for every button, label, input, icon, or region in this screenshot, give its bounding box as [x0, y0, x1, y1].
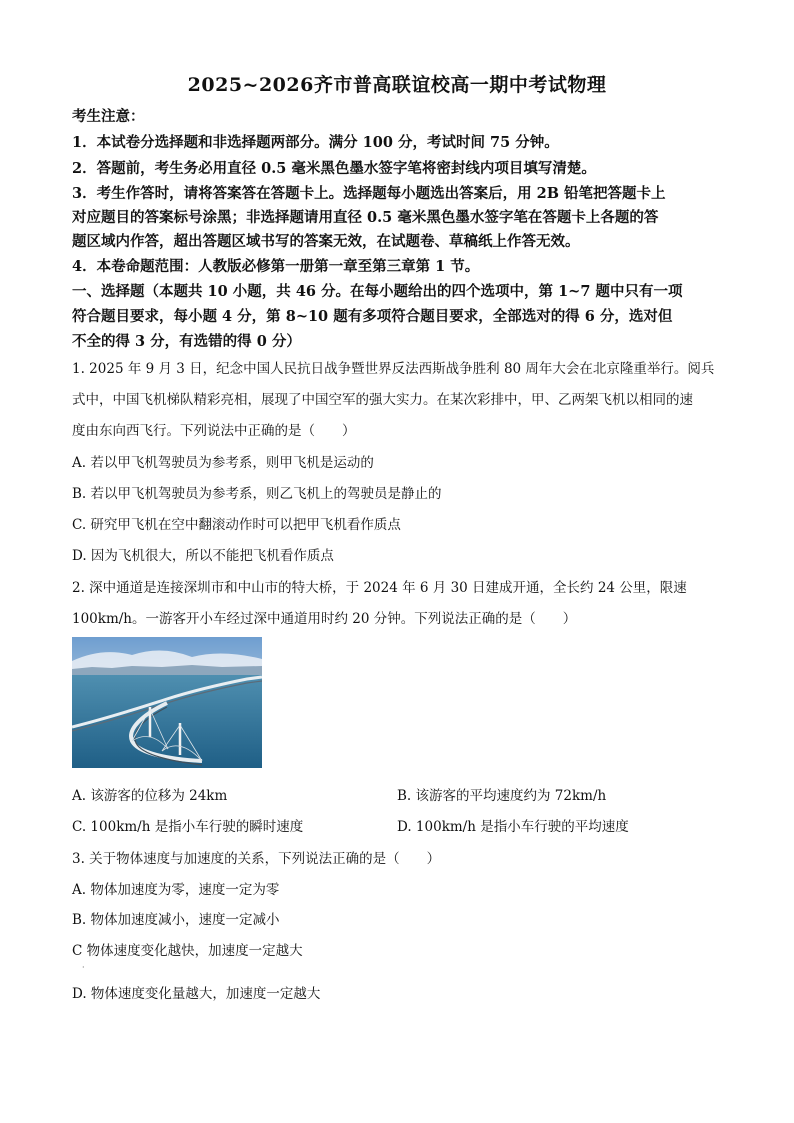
q3-option-b: B. 物体加速度减小，速度一定减小: [72, 912, 280, 928]
bridge-photo: [72, 637, 262, 768]
notice-line-4: 对应题目的答案标号涂黑；非选择题请用直径 0.5 毫米黑色墨水签字笔在答题卡上各题的答: [72, 209, 659, 226]
q1-option-a: A. 若以甲飞机驾驶员为参考系，则甲飞机是运动的: [72, 455, 374, 471]
section-heading-line-1: 一、选择题（本题共 10 小题，共 46 分。在每小题给出的四个选项中，第 1~7 题中只有一项: [72, 283, 683, 300]
notice-heading: 考生注意：: [72, 108, 145, 125]
section-heading-line-3: 不全的得 3 分，有选错的得 0 分）: [72, 333, 301, 350]
stray-mark: ·: [82, 963, 85, 972]
notice-line-6: 4．本卷命题范围：人教版必修第一册第一章至第三章第 1 节。: [72, 258, 480, 275]
section-heading-line-2: 符合题目要求，每小题 4 分，第 8~10 题有多项符合题目要求，全部选对的得 6 分，选对但: [72, 308, 673, 325]
notice-line-3: 3．考生作答时，请将答案答在答题卡上。选择题每小题选出答案后，用 2B 铅笔把答题卡上: [72, 185, 666, 202]
q2-option-a: A. 该游客的位移为 24km: [72, 788, 228, 804]
notice-line-2: 2．答题前，考生务必用直径 0.5 毫米黑色墨水签字笔将密封线内项目填写清楚。: [72, 160, 596, 177]
q3-stem-line-1: 3. 关于物体速度与加速度的关系，下列说法正确的是（ ）: [72, 851, 441, 867]
q2-option-b: B. 该游客的平均速度约为 72km/h: [397, 788, 607, 804]
notice-line-1: 1．本试卷分选择题和非选择题两部分。满分 100 分，考试时间 75 分钟。: [72, 134, 559, 151]
notice-line-5: 题区域内作答，超出答题区域书写的答案无效，在试题卷、草稿纸上作答无效。: [72, 233, 580, 250]
q3-option-c: C 物体速度变化越快，加速度一定越大: [72, 943, 303, 959]
q1-option-c: C. 研究甲飞机在空中翻滚动作时可以把甲飞机看作质点: [72, 517, 401, 533]
q3-option-a: A. 物体加速度为零，速度一定为零: [72, 882, 280, 898]
q1-option-b: B. 若以甲飞机驾驶员为参考系，则乙飞机上的驾驶员是静止的: [72, 486, 442, 502]
q2-stem-line-1: 2. 深中通道是连接深圳市和中山市的特大桥，于 2024 年 6 月 30 日建成开通，全长约 24 公里，限速: [72, 580, 687, 596]
q2-option-c: C. 100km/h 是指小车行驶的瞬时速度: [72, 819, 304, 835]
q1-stem-line-1: 1. 2025 年 9 月 3 日，纪念中国人民抗日战争暨世界反法西斯战争胜利 80 周年大会在北京隆重举行。阅兵: [72, 361, 715, 377]
q2-option-d: D. 100km/h 是指小车行驶的平均速度: [397, 819, 629, 835]
q1-stem-line-2: 式中，中国飞机梯队精彩亮相，展现了中国空军的强大实力。在某次彩排中，甲、乙两架飞机以相同的速: [72, 392, 693, 408]
q2-stem-line-2: 100km/h。一游客开小车经过深中通道用时约 20 分钟。下列说法正确的是（ ）: [72, 611, 577, 627]
q3-option-d: D. 物体速度变化量越大，加速度一定越大: [72, 986, 321, 1002]
q1-stem-line-3: 度由东向西飞行。下列说法中正确的是（ ）: [72, 423, 356, 439]
exam-title: 2025~2026齐市普高联谊校高一期中考试物理: [187, 74, 607, 96]
q1-option-d: D. 因为飞机很大，所以不能把飞机看作质点: [72, 548, 334, 564]
